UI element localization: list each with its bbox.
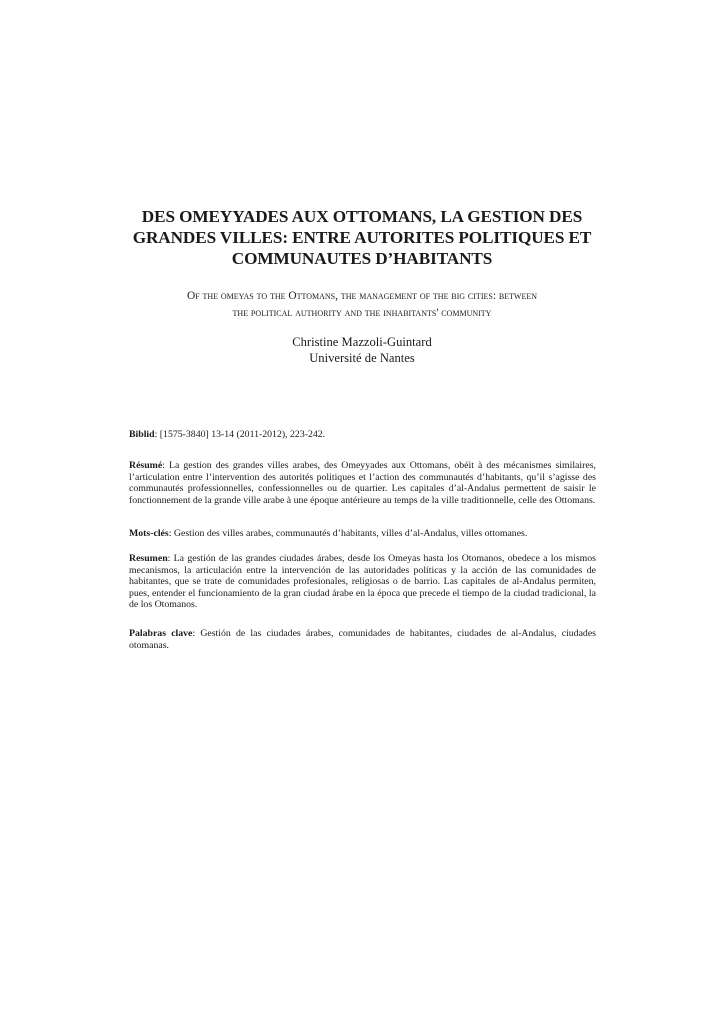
paper-title-line-3: COMMUNAUTES D’HABITANTS [231,249,493,268]
biblid-label: Biblid [129,429,155,440]
resume-label: Résumé [129,460,163,471]
author-affiliation: Université de Nantes [309,351,415,365]
english-title-line-1: Of the omeyas to the Ottomans, the management of the big cities: between [186,290,538,302]
resume-paragraph [129,460,596,506]
english-title [100,288,624,322]
mots-cles-text: : Gestion des villes arabes, communautés d’habitants, villes d’al-Andalus, villes ottomanes. [168,528,528,539]
biblid-line [129,429,596,441]
resumen-label: Resumen [129,553,168,564]
mots-cles-paragraph [129,528,596,540]
paper-title-line-1: DES OMEYYADES AUX OTTOMANS, LA GESTION DES [141,207,583,226]
biblid-text: : [1575-3840] 13-14 (2011-2012), 223-242. [154,429,326,440]
resume-text: : La gestion des grandes villes arabes, des Omeyyades aux Ottomans, obéit à des mécanismes similaires, l’articulation entre l’intervention des autorités politiques et l’action des communautés d’habitants, qu’il s’agisse des communautés professionnelles, confessionnelles ou de quartier. Les capitales d’al-Andalus permettent de saisir le fonctionnement de la grande ville arabe à une époque antérieure au temps de la ville traditionnelle, celle des Ottomans. [129,460,596,506]
author-block [100,334,624,366]
resumen-paragraph [129,553,596,611]
paper-title [100,206,624,269]
palabras-clave-text: : Gestión de las ciudades árabes, comunidades de habitantes, ciudades de al-Andalus, ciudades otomanas. [129,628,596,651]
author-name: Christine Mazzoli-Guintard [292,335,432,349]
resumen-text: : La gestión de las grandes ciudades árabes, desde los Omeyas hasta los Otomanos, obedece a los mismos mecanismos, la articulación entre la intervención de las autoridades políticas y la acción de las comunidades de habitantes, que se trate de comunidades profesionales, religiosas o de barrio. Las capitales de al-Andalus permiten, pues, entender el funcionamiento de la gran ciudad árabe en la época que precede el tiempo de la ciudad tradicional, la de los Otomanos. [129,553,596,611]
mots-cles-label: Mots-clés [129,528,169,539]
english-title-line-2: the political authority and the inhabitants' community [232,307,492,319]
paper-title-line-2: GRANDES VILLES: ENTRE AUTORITES POLITIQUES ET [132,228,592,247]
palabras-clave-paragraph [129,628,596,651]
palabras-clave-label: Palabras clave [129,628,193,639]
